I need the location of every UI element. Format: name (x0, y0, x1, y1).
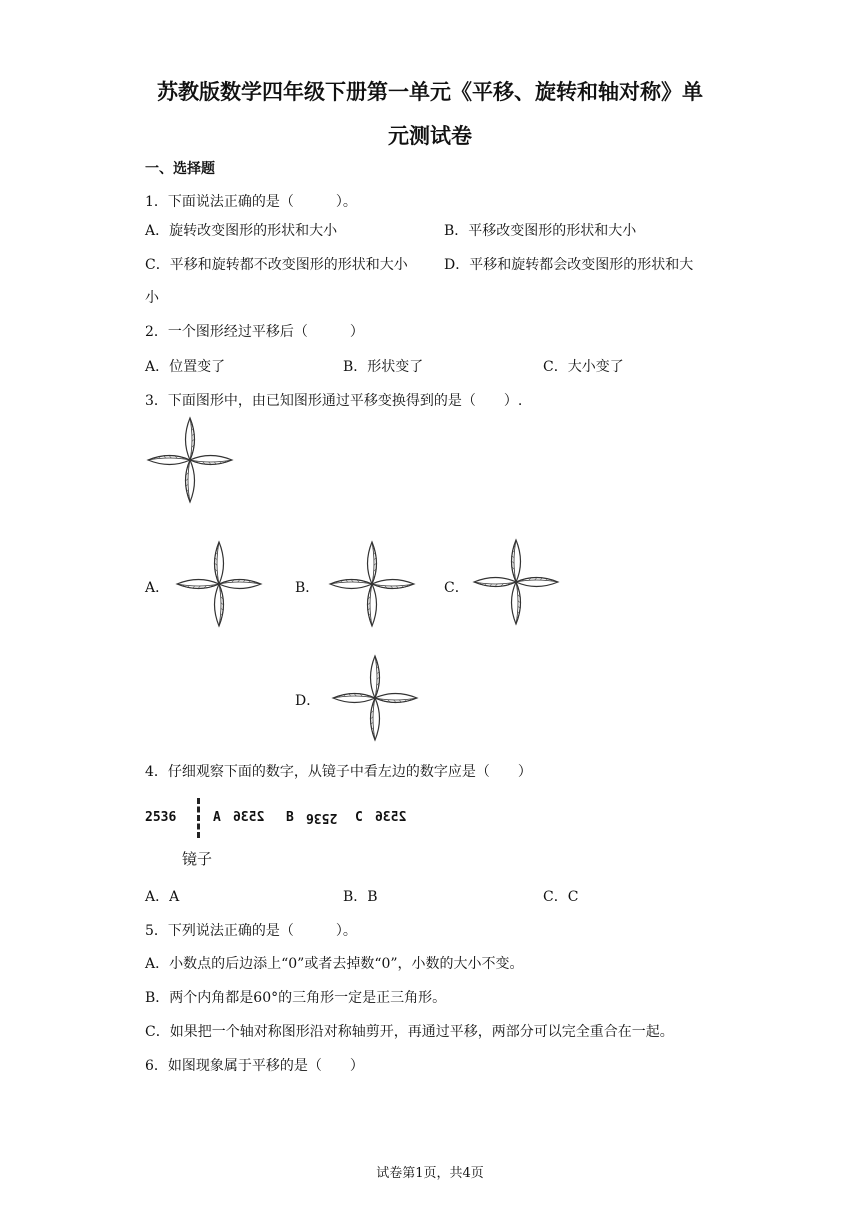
mirror-line (197, 798, 200, 838)
q5-option-c: C．如果把一个轴对称图形沿对称轴剪开，再通过平移，两部分可以完全重合在一起。 (145, 1024, 674, 1040)
q4-number: 2536 (145, 810, 177, 825)
q3-figure-d (333, 656, 417, 740)
q4-option-a-letter: A (213, 810, 221, 825)
q4-option-b-value: 2536 (306, 810, 338, 825)
q1-option-c: C．平移和旋转都不改变图形的形状和大小 (145, 257, 408, 273)
q1-option-a: A．旋转改变图形的形状和大小 (145, 223, 338, 239)
q4-option-b-letter: B (286, 810, 294, 825)
q4-option-c: C．C (543, 889, 579, 905)
q2-option-a: A．位置变了 (145, 359, 226, 375)
q3-stem: 3．下面图形中，由已知图形通过平移变换得到的是（ ）. (145, 393, 523, 409)
q5-option-a: A．小数点的后边添上“0”或者去掉数“0”，小数的大小不变。 (145, 956, 524, 972)
q3-given-figure (148, 418, 232, 502)
q4-option-c-figure (375, 810, 406, 825)
q4-option-b: B．B (343, 889, 378, 905)
q1-option-d-cont: 小 (145, 290, 159, 306)
q4-option-c-value: 2536 (375, 810, 407, 825)
q3-figure-a (177, 542, 261, 626)
q5-stem: 5．下列说法正确的是（ ）。 (145, 923, 357, 939)
q4-option-a-value: 2536 (233, 810, 265, 825)
q6-stem: 6．如图现象属于平移的是（ ） (145, 1058, 364, 1074)
doc-title-line1: 苏教版数学四年级下册第一单元《平移、旋转和轴对称》单 (157, 80, 703, 104)
q4-option-a: A．A (145, 889, 180, 905)
mirror-label: 镜子 (182, 850, 213, 868)
q2-option-b: B．形状变了 (343, 359, 424, 375)
q3-label-d: D． (295, 693, 321, 709)
q3-figure-b (330, 542, 414, 626)
q4-option-b-figure (306, 810, 337, 825)
q3-figure-c (474, 540, 558, 624)
q5-option-b: B．两个内角都是60°的三角形一定是正三角形。 (145, 990, 447, 1006)
q2-option-c: C．大小变了 (543, 359, 624, 375)
section-heading: 一、选择题 (145, 161, 215, 177)
q3-label-b: B． (295, 580, 320, 596)
q1-option-b: B．平移改变图形的形状和大小 (444, 223, 637, 239)
q1-option-d: D．平移和旋转都会改变图形的形状和大 (444, 257, 694, 273)
q2-stem: 2．一个图形经过平移后（ ） (145, 324, 364, 340)
q4-stem: 4．仔细观察下面的数字，从镜子中看左边的数字应是（ ） (145, 764, 532, 780)
doc-title-line2: 元测试卷 (388, 124, 472, 148)
page-footer: 试卷第1页，共4页 (376, 1166, 484, 1181)
q3-label-c: C． (444, 580, 469, 596)
q3-label-a: A． (145, 580, 170, 596)
q4-option-c-letter: C (355, 810, 363, 825)
q1-stem: 1．下面说法正确的是（ ）。 (145, 194, 357, 210)
q4-option-a-figure (233, 810, 264, 825)
